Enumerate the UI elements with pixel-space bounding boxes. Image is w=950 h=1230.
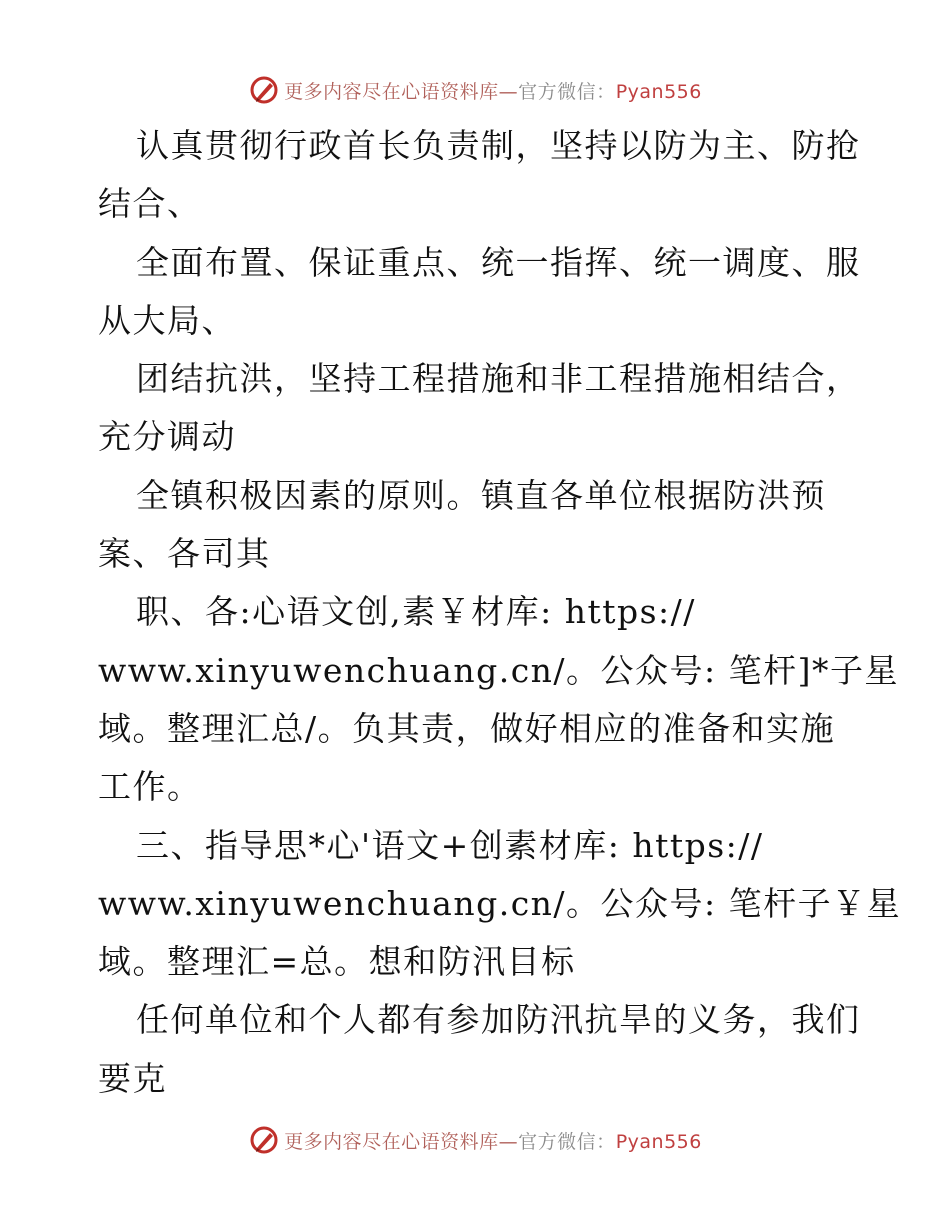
text-line: 全镇积极因素的原则。镇直各单位根据防洪预 xyxy=(136,475,826,515)
banner-separator: — xyxy=(498,80,519,103)
text-line: 结合、 xyxy=(98,184,202,224)
banner-main-text: 更多内容尽在心语资料库 xyxy=(284,1130,499,1153)
text-line: 要克 xyxy=(98,1058,167,1098)
red-pen-circle-logo-icon xyxy=(248,1124,280,1156)
banner-text xyxy=(284,1127,702,1154)
banner-wechat-label: 官方微信： xyxy=(518,1130,616,1153)
header-banner xyxy=(0,70,950,110)
document-body xyxy=(98,117,902,1108)
text-line: www.xinyuwenchuang.cn/。公众号: 笔杆子￥星 xyxy=(98,883,902,923)
text-line: 从大局、 xyxy=(98,300,236,340)
banner-main-text: 更多内容尽在心语资料库 xyxy=(284,80,499,103)
text-line: 案、各司其 xyxy=(98,534,271,574)
text-line: 全面布置、保证重点、统一指挥、统一调度、服 xyxy=(136,242,861,282)
banner-text xyxy=(284,77,702,104)
text-line: 职、各:心语文创,素￥材库: https:// xyxy=(136,592,696,632)
text-line: 工作。 xyxy=(98,767,202,807)
text-line: 域。整理汇=总。想和防汛目标 xyxy=(98,942,576,982)
banner-wechat-handle: Pyan556 xyxy=(615,80,702,103)
banner-separator: — xyxy=(498,1130,519,1153)
banner-wechat-handle: Pyan556 xyxy=(615,1130,702,1153)
text-line: www.xinyuwenchuang.cn/。公众号: 笔杆]*子星 xyxy=(98,650,900,690)
text-line: 团结抗洪，坚持工程措施和非工程措施相结合， xyxy=(136,359,861,399)
footer-banner xyxy=(0,1120,950,1160)
text-line: 充分调动 xyxy=(98,417,236,457)
text-line: 域。整理汇总/。负其责，做好相应的准备和实施 xyxy=(98,708,836,748)
red-pen-circle-logo-icon xyxy=(248,74,280,106)
text-line: 认真贯彻行政首长负责制，坚持以防为主、防抢 xyxy=(136,126,861,165)
text-line: 任何单位和个人都有参加防汛抗旱的义务，我们 xyxy=(136,1000,861,1040)
banner-wechat-label: 官方微信： xyxy=(518,80,616,103)
text-line: 三、指导思*心'语文+创素材库: https:// xyxy=(136,825,764,865)
